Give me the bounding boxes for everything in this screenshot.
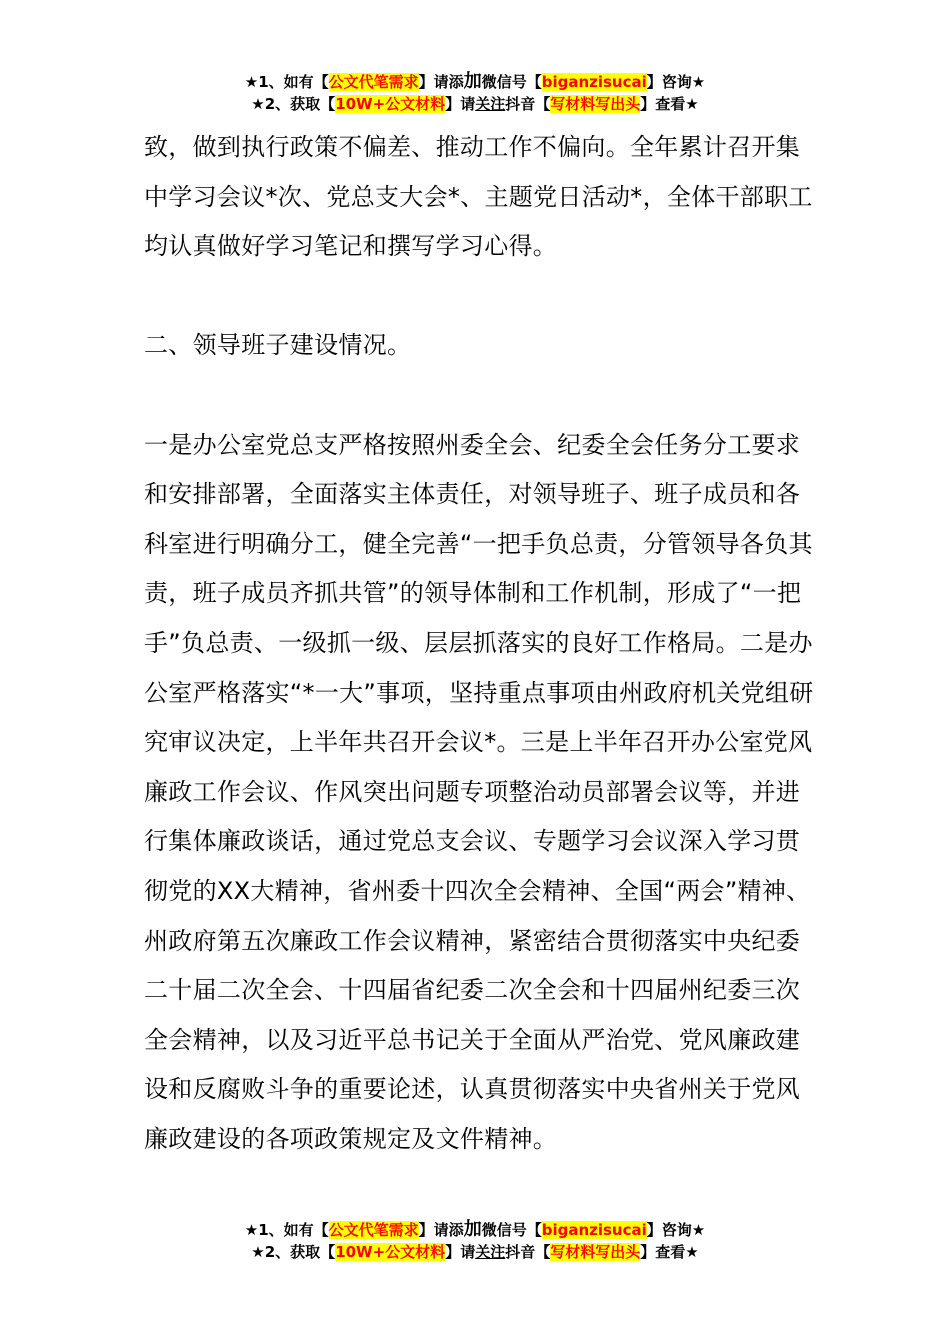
banner-line-2 [0, 1241, 950, 1263]
highlight-text: biganzisucai [541, 1221, 647, 1239]
paragraph-gap [144, 371, 824, 421]
banner-text: 微信号【 [481, 73, 542, 91]
banner-text: 抖音【 [505, 1243, 551, 1261]
banner-line-1 [0, 71, 950, 93]
section-heading: 二、领导班子建设情况。 [144, 331, 412, 360]
banner-text: ★2、获取【 [251, 1243, 336, 1261]
banner-text: 】请添 [418, 1221, 464, 1239]
banner-text: 微信号【 [481, 1221, 542, 1239]
highlight-text: 公文代笔需求 [328, 73, 419, 91]
highlight-text: 写材料写出头 [550, 1243, 641, 1261]
banner-text: 加 [463, 1219, 482, 1240]
banner-text: 】咨询★ [646, 73, 706, 91]
banner-line-2 [0, 93, 950, 115]
footer-banner [0, 1219, 950, 1263]
banner-text: 】查看★ [640, 1243, 699, 1261]
banner-text: 】请添 [418, 73, 464, 91]
banner-line-1 [0, 1219, 950, 1241]
banner-text: ★2、获取【 [251, 95, 336, 113]
banner-text: ★1、如有【 [244, 73, 329, 91]
banner-text: ★1、如有【 [244, 1221, 329, 1239]
document-body [144, 123, 824, 1164]
banner-text: 抖音【 [505, 95, 551, 113]
paragraph-gap [144, 272, 824, 322]
highlight-text: 公文代笔需求 [328, 1221, 419, 1239]
paragraph-1: 致，做到执行政策不偏差、推动工作不偏向。全年累计召开集中学习会议*次、党总支大会*、主题党日活动*，全体干部职工均认真做好学习笔记和撰写学习心得。 [144, 133, 813, 261]
highlight-text: biganzisucai [541, 73, 647, 91]
highlight-text: 写材料写出头 [550, 95, 641, 113]
banner-text: 关注 [475, 95, 506, 113]
highlight-text: 10W+公文材料 [335, 1243, 446, 1261]
banner-text: 】查看★ [640, 95, 699, 113]
banner-text: 】请 [445, 1243, 476, 1261]
highlight-text: 10W+公文材料 [335, 95, 446, 113]
banner-text: 】请 [445, 95, 476, 113]
paragraph-2: 一是办公室党总支严格按照州委全会、纪委全会任务分工要求和安排部署，全面落实主体责任，对领导班子、班子成员和各科室进行明确分工，健全完善“一把手负总责，分管领导各负其责，班子成员齐抓共管”的领导体制和工作机制，形成了“一把手”负总责、一级抓一级、层层抓落实的良好工作格局。二是办公室严格落实“*一大”事项，坚持重点事项由州政府机关党组研究审议决定，上半年共召开会议*。三是上半年召开办公室党风廉政工作会议、作风突出问题专项整治动员部署会议等，并进行集体廉政谈话，通过党总支会议、专题学习会议深入学习贯彻党的XX大精神，省州委十四次全会精神、全国“两会”精神、州政府第五次廉政工作会议精神，紧密结合贯彻落实中央纪委二十届二次全会、十四届省纪委二次全会和十四届州纪委三次全会精神，以及习近平总书记关于全面从严治党、党风廉政建设和反腐败斗争的重要论述，认真贯彻落实中央省州关于党风廉政建设的各项政策规定及文件精神。 [144, 430, 814, 1153]
banner-text: 加 [463, 71, 482, 92]
header-banner [0, 71, 950, 115]
banner-text: 关注 [475, 1243, 506, 1261]
banner-text: 】咨询★ [646, 1221, 706, 1239]
